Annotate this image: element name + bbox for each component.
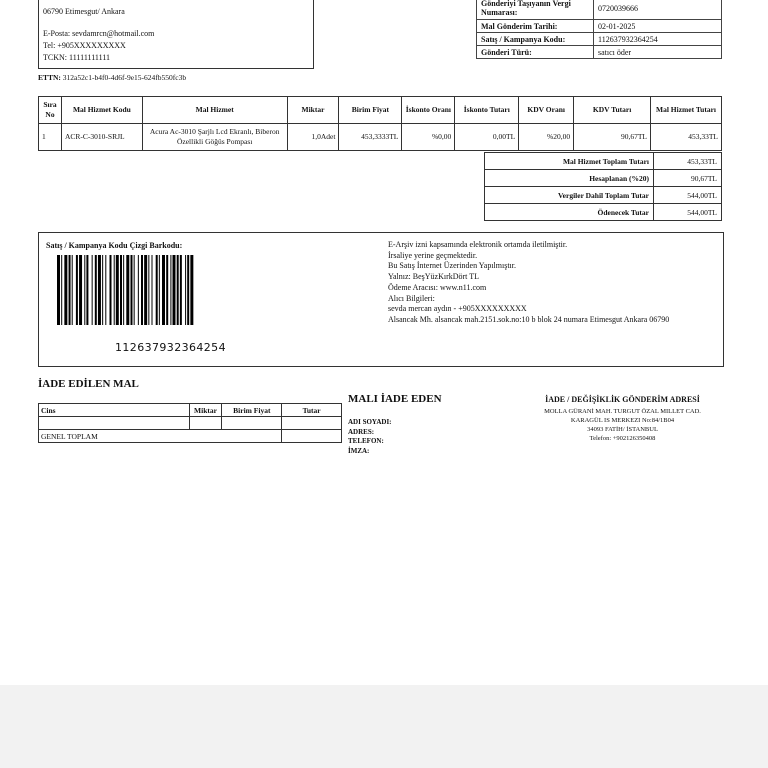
info-label: Gönderiyi Taşıyanın Vergi Numarası: xyxy=(477,0,594,20)
cell-code: ACR-C-3010-SRJL xyxy=(61,124,142,151)
barcode-bar xyxy=(114,255,115,325)
items-table xyxy=(38,96,722,151)
barcode-bar xyxy=(141,255,143,325)
barcode-bar xyxy=(170,255,171,325)
cell-index: 1 xyxy=(39,124,62,151)
cell-line-total: 453,33TL xyxy=(651,124,722,151)
return-address-line: MOLLA GÜRANİ MAH. TURGUT ÖZAL MILLET CAD. xyxy=(544,408,701,415)
return-header-row xyxy=(39,404,342,417)
barcode-bar xyxy=(126,255,129,325)
col-header: İskonto Oranı xyxy=(402,97,455,124)
sender-tckn: TCKN: 11111111111 xyxy=(43,53,111,62)
cell-description: Acura Ac-3010 Şarjlı Lcd Ekranlı, Biberon Özellikli Göğüs Pompası xyxy=(142,124,287,151)
col-header: Miktar xyxy=(189,404,222,417)
invoice-notes xyxy=(388,240,669,326)
barcode-bar xyxy=(177,255,179,325)
col-header: Miktar xyxy=(287,97,339,124)
info-value: 0720039666 xyxy=(594,0,722,20)
total-value: 90,67TL xyxy=(654,170,722,187)
info-label: Satış / Kampanya Kodu: xyxy=(477,33,594,46)
totals-table xyxy=(484,152,722,221)
col-header: Mal Hizmet Tutarı xyxy=(651,97,722,124)
cell-discount-amount: 0,00TL xyxy=(455,124,519,151)
barcode-bar xyxy=(159,255,160,325)
total-label: Vergiler Dahil Toplam Tutar xyxy=(485,187,654,204)
items-header-row xyxy=(39,97,722,124)
sender-email: E-Posta: sevdamrcn@hotmail.com xyxy=(43,29,155,38)
note-line: İrsaliye yerine geçmektedir. xyxy=(388,250,478,260)
barcode-bar xyxy=(123,255,124,325)
ettn-label: ETTN: xyxy=(38,73,61,82)
barcode-bar xyxy=(72,255,73,325)
return-address-line: 34093 FATİH/ İSTANBUL xyxy=(587,426,658,433)
return-address-block xyxy=(520,395,725,443)
col-header: Cins xyxy=(39,404,190,417)
empty-cell xyxy=(189,417,222,430)
barcode-bar xyxy=(95,255,97,325)
barcode-bar xyxy=(116,255,119,325)
barcode-number: 112637932364254 xyxy=(115,341,226,354)
table-row xyxy=(39,417,342,430)
col-header: Mal Hizmet xyxy=(142,97,287,124)
barcode-bar xyxy=(144,255,147,325)
barcode-bar xyxy=(110,255,112,325)
info-value: satıcı öder xyxy=(594,46,722,59)
note-line: Alıcı Bilgileri: xyxy=(388,293,435,303)
barcode-bar xyxy=(190,255,193,325)
info-label: Mal Gönderim Tarihi: xyxy=(477,20,594,33)
totals-row xyxy=(485,153,722,170)
barcode-bar xyxy=(138,255,139,325)
note-line: sevda mercan aydın - +905XXXXXXXXX xyxy=(388,304,527,314)
total-value: 544,00TL xyxy=(654,204,722,221)
barcode-bar xyxy=(57,255,60,325)
return-address-title: İADE / DEĞİŞİKLİK GÖNDERİM ADRESİ xyxy=(545,395,700,404)
barcode-bar xyxy=(148,255,149,325)
returned-goods-title: İADE EDİLEN MAL xyxy=(38,378,139,390)
returner-fields xyxy=(348,418,392,456)
cell-discount-rate: %0,00 xyxy=(402,124,455,151)
info-row xyxy=(477,46,722,59)
info-row xyxy=(477,0,722,20)
info-row xyxy=(477,20,722,33)
cell-vat-amount: 90,67TL xyxy=(574,124,651,151)
table-row xyxy=(39,430,342,443)
table-row xyxy=(39,124,722,151)
barcode-bar xyxy=(162,255,165,325)
barcode-bar xyxy=(86,255,88,325)
returned-goods-table xyxy=(38,403,342,443)
sender-city: 06790 Etimesgut/ Ankara xyxy=(43,7,125,16)
viewer-background xyxy=(0,685,768,768)
note-line: Alsancak Mh. alsancak mah.2151.sok.no:10 b blok 24 numara Etimesgut Ankara 06790 xyxy=(388,314,670,324)
barcode-bar xyxy=(102,255,103,325)
cell-unit-price: 453,3333TL xyxy=(339,124,402,151)
col-header: KDV Oranı xyxy=(519,97,574,124)
sender-phone: Tel: +905XXXXXXXXX xyxy=(43,41,126,50)
totals-row xyxy=(485,170,722,187)
barcode-bar xyxy=(79,255,82,325)
barcode-bar xyxy=(61,255,62,325)
total-label: Mal Hizmet Toplam Tutarı xyxy=(485,153,654,170)
barcode-bar xyxy=(152,255,153,325)
col-header: Birim Fiyat xyxy=(222,404,282,417)
barcode-title: Satış / Kampanya Kodu Çizgi Barkodu: xyxy=(46,241,183,250)
ettn-value: 312a52c1-b4f0-4d6f-9e15-624fb550fc3b xyxy=(62,73,187,82)
barcode-bar xyxy=(187,255,189,325)
col-header: Tutar xyxy=(282,404,342,417)
note-line: Ödeme Aracısı: www.n11.com xyxy=(388,282,487,292)
total-label: Ödenecek Tutar xyxy=(485,204,654,221)
barcode-notes-box xyxy=(38,232,724,367)
totals-row xyxy=(485,187,722,204)
return-address-line: KARAGÜL IS MERKEZI No:84/1B04 xyxy=(570,417,675,424)
barcode-bar xyxy=(173,255,176,325)
returner-field: İMZA: xyxy=(348,446,370,455)
sender-info-box xyxy=(38,0,314,69)
barcode-bar xyxy=(92,255,93,325)
col-header: Birim Fiyat xyxy=(339,97,402,124)
barcode-bar xyxy=(180,255,182,325)
barcode-bar xyxy=(105,255,106,325)
info-label: Gönderi Türü: xyxy=(477,46,594,59)
empty-cell xyxy=(282,417,342,430)
barcode-image xyxy=(57,255,269,325)
returner-field: ADI SOYADI: xyxy=(348,418,392,426)
barcode-bar xyxy=(69,255,71,325)
returner-title: MALI İADE EDEN xyxy=(348,393,442,405)
note-line: Bu Satış İnternet Üzerinden Yapılmıştır. xyxy=(388,261,516,271)
note-line: Yalnız: BeşYüzKırkDört TL xyxy=(388,272,480,282)
ettn-line xyxy=(38,73,186,82)
barcode-bar xyxy=(120,255,122,325)
barcode-bar xyxy=(156,255,158,325)
info-row xyxy=(477,33,722,46)
total-value: 453,33TL xyxy=(654,153,722,170)
empty-cell xyxy=(282,430,342,443)
barcode-bar xyxy=(131,255,133,325)
empty-cell xyxy=(39,417,190,430)
info-value: 02-01-2025 xyxy=(594,20,722,33)
empty-cell xyxy=(222,417,282,430)
total-value: 544,00TL xyxy=(654,187,722,204)
note-line: E-Arşiv izni kapsamında elektronik ortamda iletilmiştir. xyxy=(388,240,568,249)
barcode-bar xyxy=(166,255,168,325)
barcode-bar xyxy=(98,255,101,325)
col-header: Sıra No xyxy=(39,97,62,124)
return-address-line: Telefon: +902126350408 xyxy=(589,435,656,442)
returner-field: ADRES: xyxy=(348,427,375,436)
barcode-bar xyxy=(76,255,78,325)
barcode-bar xyxy=(185,255,186,325)
cell-vat-rate: %20,00 xyxy=(519,124,574,151)
returner-field: TELEFON: xyxy=(348,437,384,445)
total-label: Hesaplanan (%20) xyxy=(485,170,654,187)
barcode-bar xyxy=(84,255,85,325)
grand-total-label: GENEL TOPLAM xyxy=(39,430,282,443)
col-header: KDV Tutarı xyxy=(574,97,651,124)
cell-quantity: 1,0Adet xyxy=(287,124,339,151)
col-header: Mal Hizmet Kodu xyxy=(61,97,142,124)
barcode-bar xyxy=(64,255,67,325)
col-header: İskonto Tutarı xyxy=(455,97,519,124)
barcode-bar xyxy=(134,255,135,325)
shipment-info-table xyxy=(476,0,722,59)
info-value: 112637932364254 xyxy=(594,33,722,46)
totals-row xyxy=(485,204,722,221)
